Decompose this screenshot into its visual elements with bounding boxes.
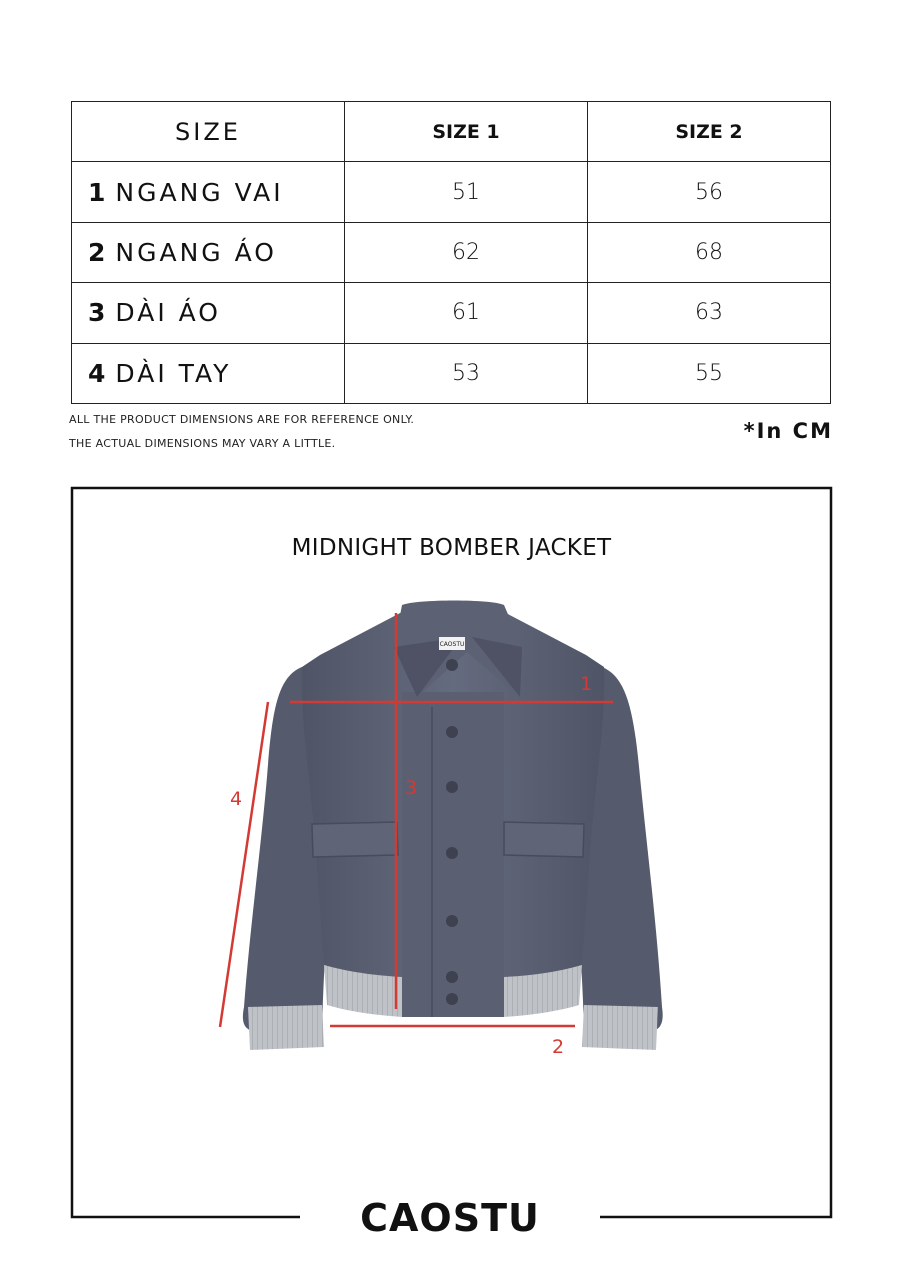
collar-tag-text: CAOSTU <box>439 641 465 648</box>
row-label-text: NGANG ÁO <box>115 237 277 267</box>
row-number: 1 <box>88 177 106 207</box>
cell-size-2: 68 <box>588 222 831 282</box>
unit-note: *In CM <box>743 419 833 443</box>
table-row <box>72 343 831 403</box>
measure-label-1: 1 <box>580 673 593 695</box>
cell-size-2: 55 <box>588 343 831 403</box>
reference-note: ALL THE PRODUCT DIMENSIONS ARE FOR REFERENCE ONLY. <box>69 413 415 426</box>
cell-size-2: 63 <box>588 283 831 343</box>
row-label-text: DÀI ÁO <box>115 298 221 328</box>
cell-size-1: 53 <box>345 343 588 403</box>
table-row <box>72 162 831 222</box>
left-pocket-flap <box>312 822 398 857</box>
brand-footer <box>300 1196 600 1240</box>
header-size-2: SIZE 2 <box>588 102 831 162</box>
row-number: 4 <box>88 358 106 388</box>
measure-label-3: 3 <box>405 777 418 799</box>
table-header-row <box>72 102 831 162</box>
row-label <box>72 222 345 282</box>
table-row <box>72 222 831 282</box>
cell-size-2: 56 <box>588 162 831 222</box>
product-frame <box>72 487 831 1218</box>
row-label <box>72 162 345 222</box>
left-cuff <box>248 1005 324 1050</box>
cell-size-1: 61 <box>345 283 588 343</box>
row-label <box>72 343 345 403</box>
header-size-label: SIZE <box>72 102 345 162</box>
header-size-1: SIZE 1 <box>345 102 588 162</box>
cell-size-1: 62 <box>345 222 588 282</box>
measure-label-4: 4 <box>230 788 243 810</box>
size-table <box>71 101 831 404</box>
jacket-illustration <box>72 487 831 1218</box>
right-pocket-flap <box>504 822 584 857</box>
row-label-text: DÀI TAY <box>115 358 232 388</box>
right-cuff <box>582 1005 658 1050</box>
variance-note: THE ACTUAL DIMENSIONS MAY VARY A LITTLE. <box>69 437 336 450</box>
row-number: 3 <box>88 298 106 328</box>
brand-name: CAOSTU <box>360 1196 540 1240</box>
table-row <box>72 283 831 343</box>
row-label-text: NGANG VAI <box>115 177 284 207</box>
measure-label-2: 2 <box>552 1036 565 1058</box>
cell-size-1: 51 <box>345 162 588 222</box>
row-number: 2 <box>88 237 106 267</box>
product-title: MIDNIGHT BOMBER JACKET <box>291 535 612 561</box>
row-label <box>72 283 345 343</box>
